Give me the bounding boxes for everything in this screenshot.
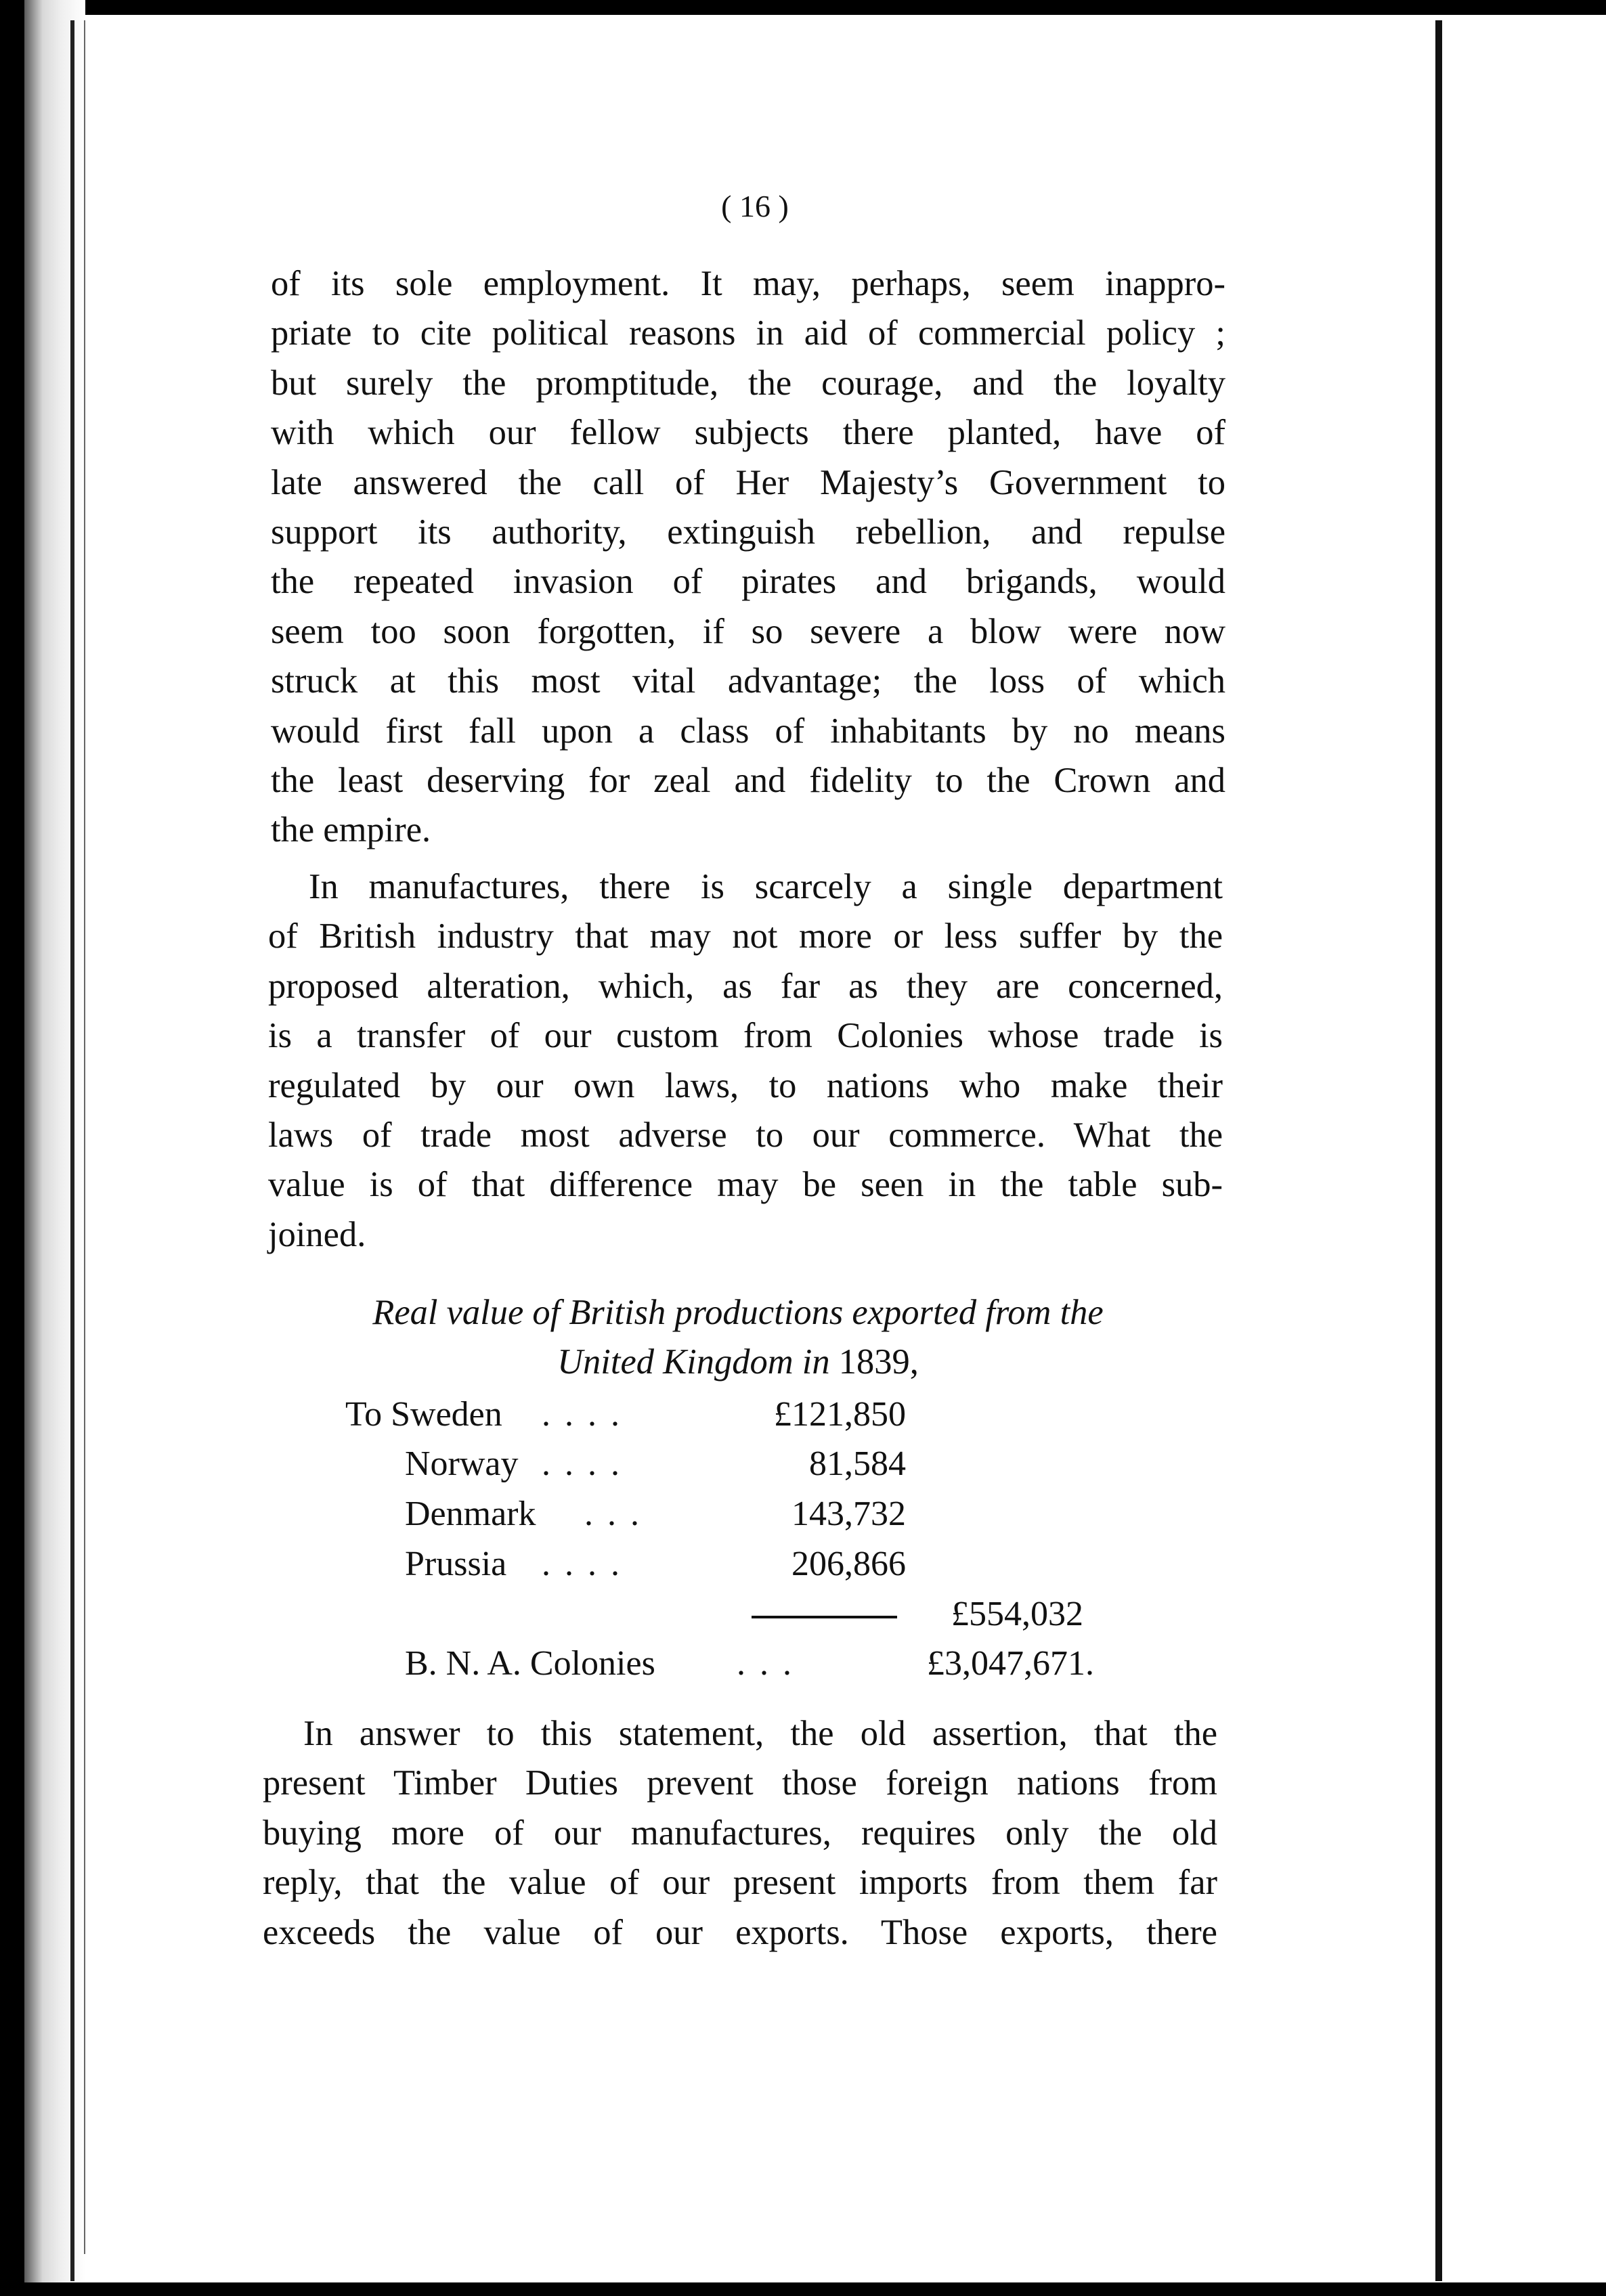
subtotal-value: £554,032 <box>951 1595 1083 1633</box>
text-line: reply, that the value of our present imports from them far <box>263 1863 1217 1903</box>
table-row <box>405 1440 955 1488</box>
text-line: joined. <box>268 1214 366 1254</box>
row-label: Norway <box>405 1444 519 1483</box>
text-line: struck at this most vital advantage; the loss of which <box>271 661 1225 701</box>
row-value: 206,866 <box>791 1545 906 1583</box>
text-line: priate to cite political reasons in aid of commercial policy ; <box>271 313 1225 353</box>
text-line: with which our fellow subjects there planted, have of <box>271 413 1225 453</box>
page-gutter-inner-rule <box>84 20 85 2254</box>
leader-dots: . . . . <box>542 1444 622 1483</box>
caption-text: United Kingdom in <box>557 1342 830 1382</box>
subtotal-rule <box>752 1616 897 1618</box>
text-line: buying more of our manufactures, requires only the old <box>263 1813 1217 1853</box>
text-line: regulated by our own laws, to nations who make their <box>268 1065 1223 1105</box>
row-label: Denmark <box>405 1495 536 1533</box>
page-gutter-rule <box>70 20 74 2281</box>
row-value: 143,732 <box>791 1495 906 1533</box>
text-line: present Timber Duties prevent those foreign nations from <box>263 1763 1217 1803</box>
leader-dots: . . . . <box>542 1395 622 1434</box>
table-row <box>345 1391 955 1438</box>
text-line: is a transfer of our custom from Colonies whose trade is <box>268 1016 1223 1056</box>
text-line: In manufactures, there is scarcely a single department <box>309 867 1223 906</box>
text-line: of its sole employment. It may, perhaps, seem inappro- <box>271 264 1225 303</box>
text-line: would first fall upon a class of inhabitants by no means <box>271 711 1225 751</box>
paragraph-3 <box>263 1709 1217 1958</box>
text-line: laws of trade most adverse to our commerce. What the <box>268 1116 1223 1155</box>
table-caption <box>264 1288 1212 1387</box>
caption-line: Real value of British productions exported from the <box>372 1293 1104 1332</box>
text-line: the least deserving for zeal and fidelity to the Crown and <box>271 761 1225 801</box>
scan-border-left <box>0 0 24 2296</box>
text-line: In answer to this statement, the old assertion, that the <box>303 1714 1217 1753</box>
text-line: support its authority, extinguish rebellion, and repulse <box>271 512 1225 552</box>
row-value: £3,047,671. <box>927 1644 1094 1683</box>
colonies-row <box>405 1640 1102 1687</box>
text-line: late answered the call of Her Majesty’s Government to <box>271 462 1225 502</box>
page-number: ( 16 ) <box>721 189 789 223</box>
row-value: 81,584 <box>809 1444 906 1483</box>
page-right-edge <box>1435 20 1442 2281</box>
text-line: exceeds the value of our exports. Those exports, there <box>263 1912 1217 1952</box>
row-label: Prussia <box>405 1545 507 1583</box>
text-line: the empire. <box>271 810 431 850</box>
table-row <box>405 1491 955 1538</box>
text-line: but surely the promptitude, the courage, and the loyalty <box>271 363 1225 403</box>
row-label: B. N. A. Colonies <box>405 1644 655 1683</box>
leader-dots: . . . <box>737 1644 794 1683</box>
text-line: of British industry that may not more or less suffer by the <box>268 917 1223 956</box>
subtotal-row <box>900 1591 1083 1638</box>
scan-border-top <box>0 0 1606 15</box>
text-line: seem too soon forgotten, if so severe a blow were now <box>271 611 1225 651</box>
text-line: the repeated invasion of pirates and brigands, would <box>271 562 1225 602</box>
scan-right-margin <box>1442 15 1606 2282</box>
text-line: value is of that difference may be seen in the table sub- <box>268 1165 1223 1205</box>
caption-year: 1839, <box>838 1342 919 1382</box>
row-label: To Sweden <box>345 1395 502 1434</box>
text-line: proposed alteration, which, as far as they are concerned, <box>268 966 1223 1006</box>
table-row <box>405 1541 955 1588</box>
paragraph-2 <box>268 862 1223 1260</box>
leader-dots: . . . <box>584 1495 642 1533</box>
book-binding-shadow <box>24 0 85 2296</box>
scan-border-bottom <box>0 2282 1606 2296</box>
caption-line <box>264 1338 1212 1387</box>
paragraph-1 <box>271 259 1225 856</box>
row-value: £121,850 <box>774 1395 906 1434</box>
leader-dots: . . . . <box>542 1545 622 1583</box>
